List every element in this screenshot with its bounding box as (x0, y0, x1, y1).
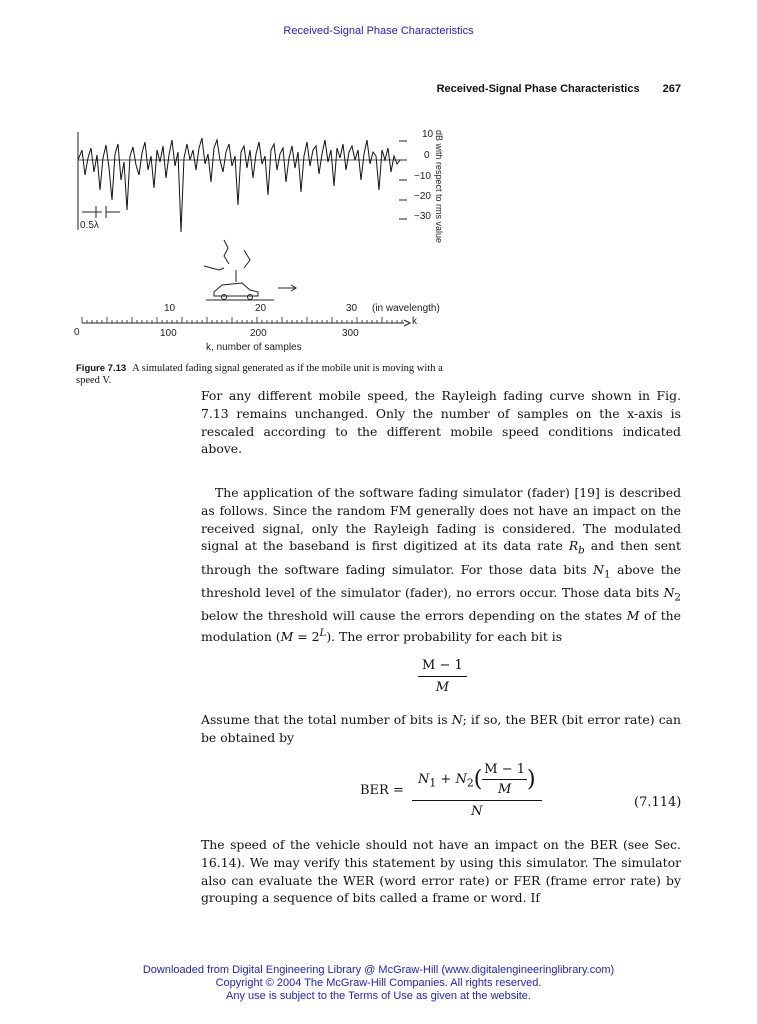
eq1-denominator: M (435, 680, 450, 695)
running-title: Received-Signal Phase Characteristics (436, 83, 640, 95)
footer (0, 964, 757, 1003)
k-tick-300: 300 (342, 328, 359, 339)
paragraph-3: Assume that the total number of bits is N; if so, the BER (bit error rate) can be obtained by (201, 712, 682, 745)
k-tick-200: 200 (250, 328, 267, 339)
k-tick-0: 0 (74, 327, 80, 338)
ber-inner-numerator: M − 1 (482, 762, 527, 780)
eq1-numerator: M − 1 (418, 658, 467, 677)
p2-part: and then sent through the software fading simulator. For those data bits (201, 538, 681, 577)
caption-label: Figure 7.13 (76, 363, 127, 374)
caption-text: A simulated fading signal generated as if the mobile unit is moving with a speed V. (76, 363, 443, 386)
scale-label-0: 0 (424, 150, 430, 161)
wavelength-tick-30: 30 (346, 303, 358, 314)
footer-terms-link[interactable]: Any use is subject to the Terms of Use as given at the website. (226, 990, 531, 1002)
x-axis-label: k, number of samples (206, 342, 302, 353)
p2-part: below the threshold will cause the errors depending on the states (201, 608, 627, 624)
mobile-unit-icon (204, 240, 296, 300)
wavelength-tick-20: 20 (255, 303, 267, 314)
scale-label-minus10: −10 (414, 171, 431, 182)
ber-inner-denominator: M (498, 782, 512, 797)
half-wavelength-label: 0.5λ (80, 220, 99, 231)
paragraph-2: The application of the software fading simulator (fader) [19] is described as follows. Since the random FM generally does not have an impact on the received signal, only the Rayleigh fading is considered. The modulated signal at the baseband is first digitized at its data rate $R_b$ and then sent through the software fading simulator. For those data bits $N_1$ above the threshold level of the simulator (fader), no errors occur. Those data bits $N_2$ below the threshold will cause the errors depending on the states M of the modulation $(M = 2^L)$. The error probability for each bit is (201, 485, 682, 645)
scale-label-minus20: −20 (414, 191, 431, 202)
wavelength-unit: (in wavelength) (372, 303, 440, 314)
footer-copyright: Copyright © 2004 The McGraw-Hill Companies. All rights reserved. (215, 977, 542, 989)
p3-part: ; if so, the BER (bit error rate) can be obtained by (201, 712, 682, 745)
paragraph-4 (201, 836, 681, 907)
p2-part: above the threshold level of the simulator (fader), no errors occur. Those data bits (201, 561, 682, 600)
paragraph-1-text: For any different mobile speed, the Rayleigh fading curve shown in Fig. 7.13 remains unchanged. Only the number of samples on the x-axis is rescaled according to the different mobile speed conditions indicated above. (201, 388, 681, 457)
ber-label: BER = (360, 783, 404, 798)
paragraph-1 (201, 387, 681, 458)
sample-ticks (82, 317, 402, 323)
scale-label-minus30: −30 (414, 211, 431, 222)
equation-ber: BER = $N_1 + N_2$( $\frac{M - 1}{M}$ ) N (360, 762, 542, 819)
running-head (437, 83, 681, 95)
k-tick-100: 100 (160, 328, 177, 339)
fading-waveform (78, 138, 400, 232)
top-link[interactable]: Received-Signal Phase Characteristics (283, 25, 474, 37)
p2-part: ). The error probability for each bit is (326, 629, 563, 645)
right-axis-label: dB with respect to rms value (434, 130, 444, 244)
paragraph-4-text: The speed of the vehicle should not have an impact on the BER (see Sec. 16.14). We may verify this statement by using this simulator. The simulator also can evaluate the WER (word error rate) or FER (frame error rate) by grouping a sequence of bits called a frame or word. If (201, 837, 681, 906)
p3-part: Assume that the total number of bits is (201, 712, 452, 727)
wavelength-tick-10: 10 (164, 303, 176, 314)
equation-error-probability (418, 658, 467, 695)
ber-denominator: N (471, 804, 483, 819)
scale-label-10: 10 (422, 129, 434, 140)
figure-caption (76, 363, 466, 387)
equation-number: (7.114) (634, 795, 682, 810)
p2-part: The application of the software fading simulator (fader) [19] is described as follows. Since the random FM generally does not have an impact on the received signal, only the Rayleigh fading is considered. The modulated signal at the baseband is first digitized at its data rate (201, 485, 681, 554)
k-arrow-label: k (412, 316, 417, 327)
figure-7-13 (74, 120, 474, 360)
footer-download-link[interactable]: Downloaded from Digital Engineering Library @ McGraw-Hill (www.digitalengineeringlibrary.com) (142, 964, 615, 976)
p2-part: of the modulation ( (201, 608, 681, 645)
page-number: 267 (662, 83, 681, 95)
